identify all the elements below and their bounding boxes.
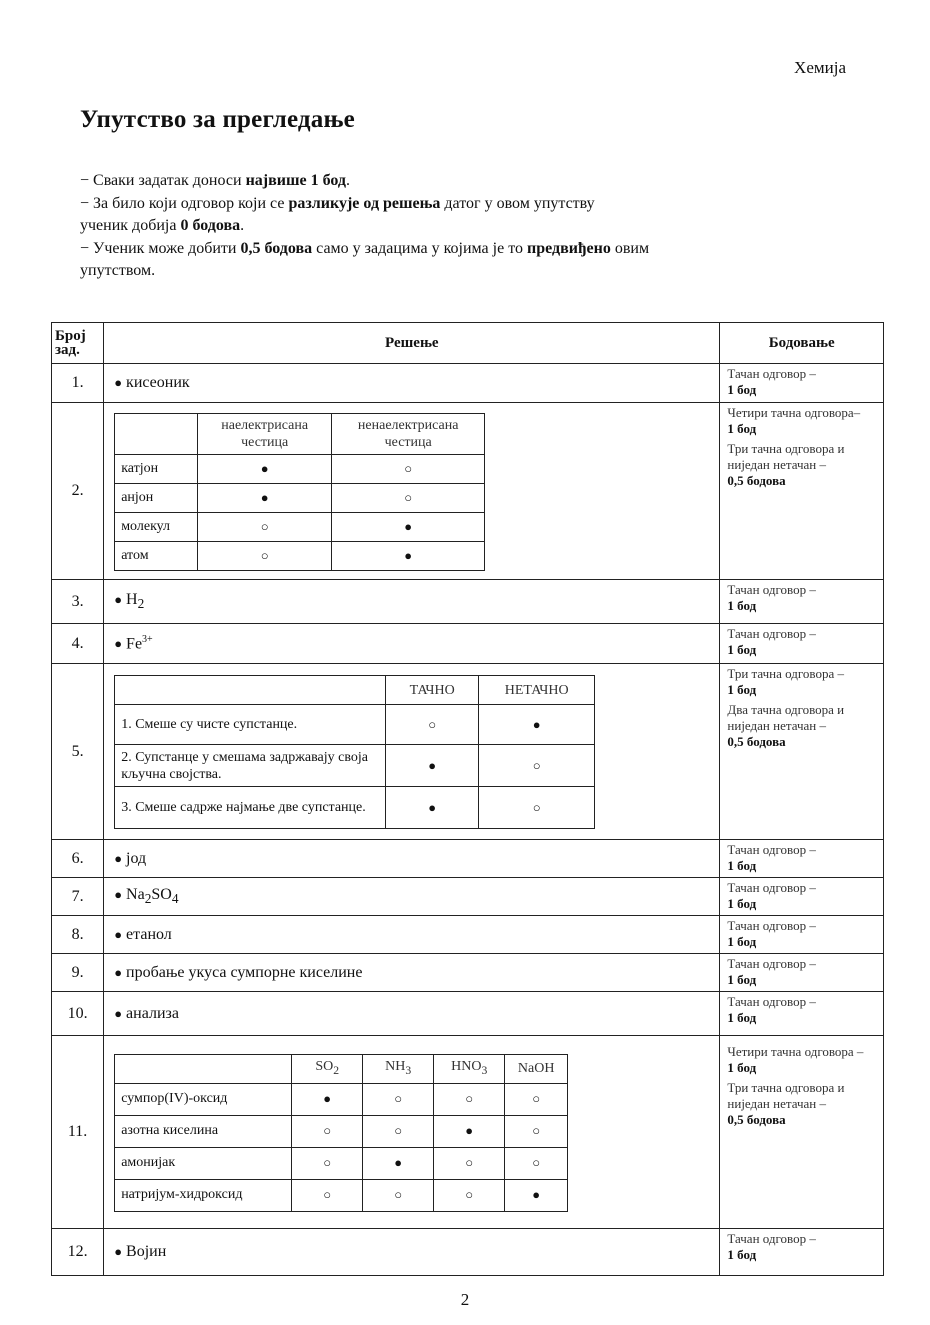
answer-key-table: [51, 322, 884, 1276]
column-header: ненаелектрисана честица: [332, 413, 485, 454]
bullet-icon: ●: [114, 1005, 123, 1021]
compounds-table: [114, 1054, 568, 1212]
bullet-icon: ●: [114, 1244, 123, 1259]
column-header: НЕТАЧНО: [479, 676, 595, 705]
header-task-number: Број зад.: [52, 323, 104, 364]
empty-circle-icon: ○: [434, 1179, 505, 1211]
column-header: $SO_2$: [292, 1054, 363, 1083]
instruction-line: упутством.: [80, 262, 156, 279]
empty-circle-icon: ○: [363, 1083, 434, 1115]
column-header: наелектрисана честица: [198, 413, 332, 454]
column-header: $HNO_3$: [434, 1054, 505, 1083]
task-scoring: Тачан одговор – 1 бод: [720, 992, 884, 1036]
task-scoring: Тачан одговор – 1 бод: [720, 916, 884, 954]
empty-circle-icon: ○: [505, 1083, 568, 1115]
task-answer: ● јод: [104, 840, 720, 878]
row-label: атом: [115, 541, 198, 570]
row-label: 3. Смеше садрже најмање две супстанце.: [115, 787, 386, 829]
task-number: 5.: [52, 664, 104, 840]
row-label: катјон: [115, 454, 198, 483]
task-scoring: Четири тачна одговора– 1 бод Три тачна одговора и ниједан нетачан – 0,5 бодова: [720, 403, 884, 580]
bullet-icon: ●: [114, 926, 123, 942]
instruction-line: − Ученик може добити 0,5 бодова само у задацима у којима је то предвиђено овим: [80, 239, 650, 257]
empty-circle-icon: ○: [505, 1115, 568, 1147]
filled-circle-icon: ●: [292, 1083, 363, 1115]
empty-circle-icon: ○: [386, 705, 479, 745]
filled-circle-icon: ●: [386, 787, 479, 829]
filled-circle-icon: ●: [434, 1115, 505, 1147]
table-row: [52, 624, 884, 664]
row-label: амонијак: [115, 1147, 292, 1179]
filled-circle-icon: ●: [198, 483, 332, 512]
task-answer: [104, 664, 720, 840]
filled-circle-icon: ●: [479, 705, 595, 745]
row-label: натријум-хидроксид: [115, 1179, 292, 1211]
bullet-icon: ●: [114, 964, 123, 980]
page-number: 2: [460, 1290, 470, 1309]
empty-circle-icon: ○: [363, 1179, 434, 1211]
table-row: [52, 878, 884, 916]
table-row: [52, 1229, 884, 1276]
instruction-line: − Сваки задатак доноси највише 1 бод.: [80, 172, 350, 189]
instructions: [80, 170, 820, 283]
task-answer: [104, 1036, 720, 1229]
empty-circle-icon: ○: [332, 454, 485, 483]
empty-circle-icon: ○: [198, 541, 332, 570]
table-row: [52, 992, 884, 1036]
table-row: [52, 840, 884, 878]
task-answer: ● пробање укуса сумпорне киселине: [104, 954, 720, 992]
column-header: ТАЧНО: [386, 676, 479, 705]
task-number: 3.: [52, 580, 104, 624]
task-number: 7.: [52, 878, 104, 916]
bullet-icon: ●: [114, 850, 123, 866]
empty-circle-icon: ○: [363, 1115, 434, 1147]
column-header: $NH_3$: [363, 1054, 434, 1083]
empty-circle-icon: ○: [292, 1147, 363, 1179]
empty-circle-icon: ○: [479, 787, 595, 829]
task-number: 10.: [52, 992, 104, 1036]
task-answer: ● Војин: [104, 1229, 720, 1276]
empty-circle-icon: ○: [479, 745, 595, 787]
row-label: анјон: [115, 483, 198, 512]
filled-circle-icon: ●: [363, 1147, 434, 1179]
empty-circle-icon: ○: [292, 1179, 363, 1211]
table-row: [52, 1036, 884, 1229]
instruction-line: − За било који одговор који се разликује од решења датог у овом упутству: [80, 194, 595, 212]
task-number: 11.: [52, 1036, 104, 1229]
task-scoring: Тачан одговор – 1 бод: [720, 840, 884, 878]
table-row: [52, 916, 884, 954]
empty-circle-icon: ○: [434, 1083, 505, 1115]
task-number: 4.: [52, 624, 104, 664]
row-label: 2. Супстанце у смешама задржавају своја кључна својства.: [115, 745, 386, 787]
empty-circle-icon: ○: [505, 1147, 568, 1179]
task-scoring: Тачан одговор – 1 бод: [720, 878, 884, 916]
task-answer: ● анализа: [104, 992, 720, 1036]
task-number: 2.: [52, 403, 104, 580]
table-row: [52, 580, 884, 624]
task-scoring: Тачан одговор – 1 бод: [720, 624, 884, 664]
task-answer: ● $Fe^{3+}$: [104, 624, 720, 664]
task-answer: ● $H_2$: [104, 580, 720, 624]
bullet-icon: ●: [114, 591, 123, 607]
task-number: 9.: [52, 954, 104, 992]
empty-circle-icon: ○: [434, 1147, 505, 1179]
filled-circle-icon: ●: [198, 454, 332, 483]
task-answer: ● $Na_2SO_4$: [104, 878, 720, 916]
bullet-icon: ●: [114, 886, 123, 902]
header-scoring: Бодовање: [720, 323, 884, 364]
row-label: 1. Смеше су чисте супстанце.: [115, 705, 386, 745]
task-scoring: Тачан одговор – 1 бод: [720, 364, 884, 403]
subject-header: Хемија: [794, 58, 846, 77]
row-label: сумпор(IV)-оксид: [115, 1083, 292, 1115]
task-answer: [104, 403, 720, 580]
filled-circle-icon: ●: [386, 745, 479, 787]
task-scoring: Три тачна одговора – 1 бод Два тачна одговора и ниједан нетачан – 0,5 бодова: [720, 664, 884, 840]
task-answer: ● кисеоник: [104, 364, 720, 403]
row-label: азотна киселина: [115, 1115, 292, 1147]
table-row: [52, 954, 884, 992]
bullet-icon: ●: [114, 636, 123, 652]
empty-circle-icon: ○: [332, 483, 485, 512]
table-row: [52, 664, 884, 840]
row-label: молекул: [115, 512, 198, 541]
header-solution: Решење: [104, 323, 720, 364]
task-number: 6.: [52, 840, 104, 878]
filled-circle-icon: ●: [332, 512, 485, 541]
table-header-row: [52, 323, 884, 364]
task-number: 12.: [52, 1229, 104, 1276]
page-title: Упутство за прегледање: [80, 106, 355, 133]
statements-table: [114, 675, 595, 829]
empty-circle-icon: ○: [198, 512, 332, 541]
task-answer: ● етанол: [104, 916, 720, 954]
empty-circle-icon: ○: [292, 1115, 363, 1147]
task-number: 8.: [52, 916, 104, 954]
task-scoring: Тачан одговор – 1 бод: [720, 580, 884, 624]
task-scoring: Четири тачна одговора – 1 бод Три тачна одговора и ниједан нетачан – 0,5 бодова: [720, 1036, 884, 1229]
task-scoring: Тачан одговор – 1 бод: [720, 954, 884, 992]
column-header: NaOH: [505, 1054, 568, 1083]
task-scoring: Тачан одговор – 1 бод: [720, 1229, 884, 1276]
filled-circle-icon: ●: [332, 541, 485, 570]
particle-table: [114, 413, 485, 571]
task-number: 1.: [52, 364, 104, 403]
filled-circle-icon: ●: [505, 1179, 568, 1211]
instruction-line: ученик добија 0 бодова.: [80, 217, 245, 234]
bullet-icon: ●: [114, 375, 123, 390]
table-row: [52, 364, 884, 403]
table-row: [52, 403, 884, 580]
